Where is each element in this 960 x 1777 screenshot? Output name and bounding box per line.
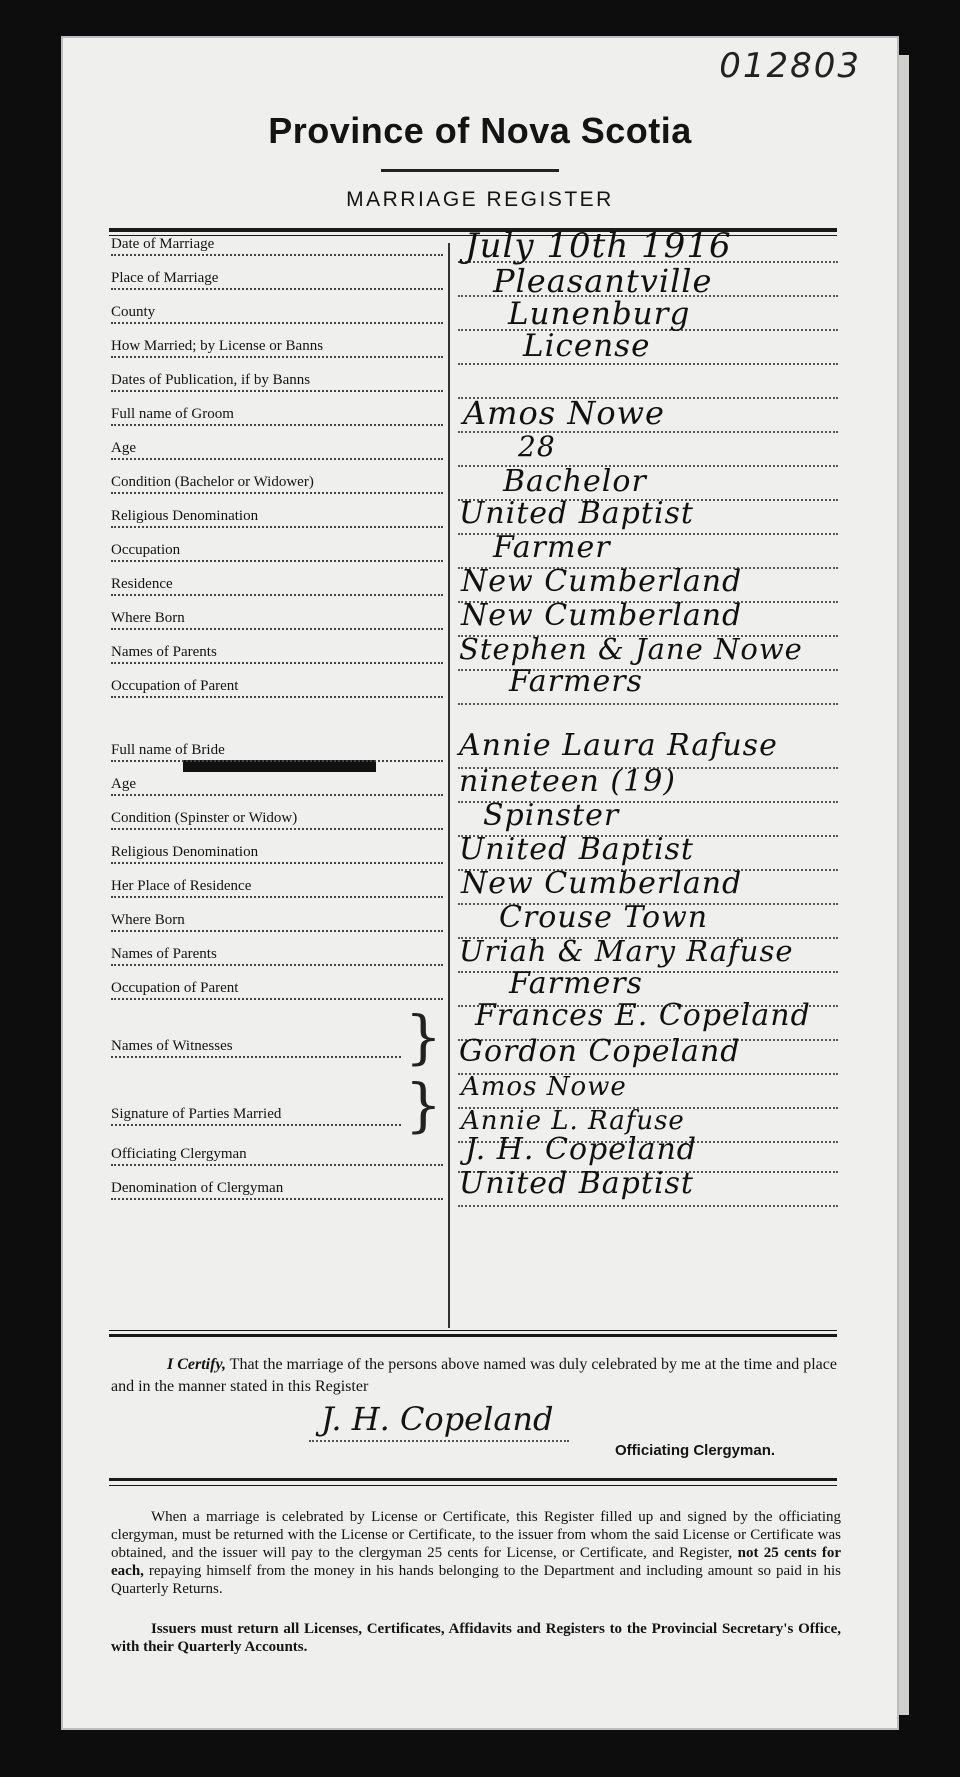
field-label: Religious Denomination <box>111 508 443 532</box>
instructions-paragraph-2: Issuers must return all Licenses, Certificates, Affidavits and Registers to the Provincial Secretary's Office, with their Quarterly Accounts. <box>111 1621 841 1655</box>
serial-number: 012803 <box>719 46 861 86</box>
field-label: Denomination of Clergyman <box>111 1180 443 1204</box>
field-label: County <box>111 304 443 328</box>
bride-parents-value: Uriah & Mary Rafuse <box>459 934 794 968</box>
field-label: Condition (Spinster or Widow) <box>111 810 443 834</box>
footer-rule <box>109 1478 837 1481</box>
field-label: Religious Denomination <box>111 844 443 868</box>
field-label: Occupation of Parent <box>111 678 443 702</box>
field-label: Residence <box>111 576 443 600</box>
field-label: Occupation of Parent <box>111 980 443 1004</box>
signature-line <box>309 1440 569 1442</box>
document-subtitle: MARRIAGE REGISTER <box>346 188 614 211</box>
groom-name-value: Amos Nowe <box>463 394 665 432</box>
field-label: Dates of Publication, if by Banns <box>111 372 443 396</box>
marriage-register-document <box>63 38 897 1728</box>
field-label: Condition (Bachelor or Widower) <box>111 474 443 498</box>
instructions-text-b: repaying himself from the money in his hands belonging to the Department and including amount so paid in his Quarterly Returns. <box>111 1563 841 1597</box>
field-label: Date of Marriage <box>111 236 443 260</box>
field-label: Her Place of Residence <box>111 878 443 902</box>
paper-edge <box>895 55 909 1715</box>
place-of-marriage-value: Pleasantville <box>493 262 713 300</box>
title-rule <box>381 169 559 172</box>
bride-residence-value: New Cumberland <box>461 866 743 901</box>
field-line <box>458 437 838 467</box>
document-title: Province of Nova Scotia <box>268 110 692 151</box>
field-label: Where Born <box>111 610 443 634</box>
bride-name-value: Annie Laura Rafuse <box>459 728 778 763</box>
field-label: Age <box>111 776 443 800</box>
date-of-marriage-value: July 10th 1916 <box>465 226 732 266</box>
brace-icon: } <box>405 1003 442 1071</box>
bride-denomination-value: United Baptist <box>459 832 694 867</box>
field-label: Officiating Clergyman <box>111 1146 443 1170</box>
footer-rule-thin <box>109 1485 837 1486</box>
instructions-text-a: When a marriage is celebrated by License or Certificate, this Register filled up and signed by the officiating clergyman, must be returned with the License or Certificate, to the issuer from whom the said License or Certificate was obtained, and the issuer will pay to the clergyman 25 cents for License, or Certificate, and Register, <box>111 1509 841 1561</box>
section-rule <box>109 1330 837 1331</box>
groom-condition-value: Bachelor <box>503 464 647 499</box>
clergy-denomination-value: United Baptist <box>459 1166 694 1201</box>
field-label: Place of Marriage <box>111 270 443 294</box>
groom-residence-value: New Cumberland <box>461 564 743 599</box>
bride-parent-occupation-value: Farmers <box>509 966 643 1001</box>
field-label: Age <box>111 440 443 464</box>
certify-body: That the marriage of the persons above named was duly celebrated by me at the time and place and in the manner stated in this Register <box>111 1356 837 1395</box>
groom-birthplace-value: New Cumberland <box>461 598 743 633</box>
brace-icon: } <box>405 1071 442 1139</box>
witness-1-value: Frances E. Copeland <box>475 998 811 1033</box>
bride-birthplace-value: Crouse Town <box>499 900 709 935</box>
instructions-text-bold: not 25 cents for each, <box>111 1545 842 1579</box>
field-label: Names of Parents <box>111 946 443 970</box>
party-2-signature: Annie L. Rafuse <box>461 1106 685 1136</box>
field-label: How Married; by License or Banns <box>111 338 443 362</box>
bride-condition-value: Spinster <box>483 798 620 833</box>
field-label: Where Born <box>111 912 443 936</box>
witness-2-value: Gordon Copeland <box>459 1034 741 1069</box>
field-label: Full name of Groom <box>111 406 443 430</box>
groom-parent-occupation-value: Farmers <box>509 664 643 699</box>
bride-age-value: nineteen (19) <box>459 764 676 799</box>
field-label: Names of Parents <box>111 644 443 668</box>
county-value: Lunenburg <box>508 296 691 332</box>
groom-occupation-value: Farmer <box>493 530 611 565</box>
clergyman-signature: J. H. Copeland <box>321 1400 554 1438</box>
groom-age-value: 28 <box>518 430 556 463</box>
certify-lead: I Certify, <box>167 1356 226 1373</box>
groom-parents-value: Stephen & Jane Nowe <box>459 632 803 666</box>
how-married-value: License <box>523 328 651 364</box>
officiating-clergyman-value: J. H. Copeland <box>465 1132 697 1167</box>
groom-denomination-value: United Baptist <box>459 496 694 531</box>
field-label: Occupation <box>111 542 443 566</box>
parties-label: Signature of Parties Married <box>111 1106 401 1130</box>
instructions-paragraph-1 <box>111 1508 841 1598</box>
witnesses-label: Names of Witnesses <box>111 1038 401 1062</box>
section-rule <box>109 1334 837 1337</box>
party-1-signature: Amos Nowe <box>461 1072 627 1102</box>
clergyman-role-label: Officiating Clergyman. <box>615 1442 776 1459</box>
certification-text <box>111 1354 841 1398</box>
column-divider <box>448 243 450 1328</box>
field-label: Full name of Bride <box>111 742 443 766</box>
